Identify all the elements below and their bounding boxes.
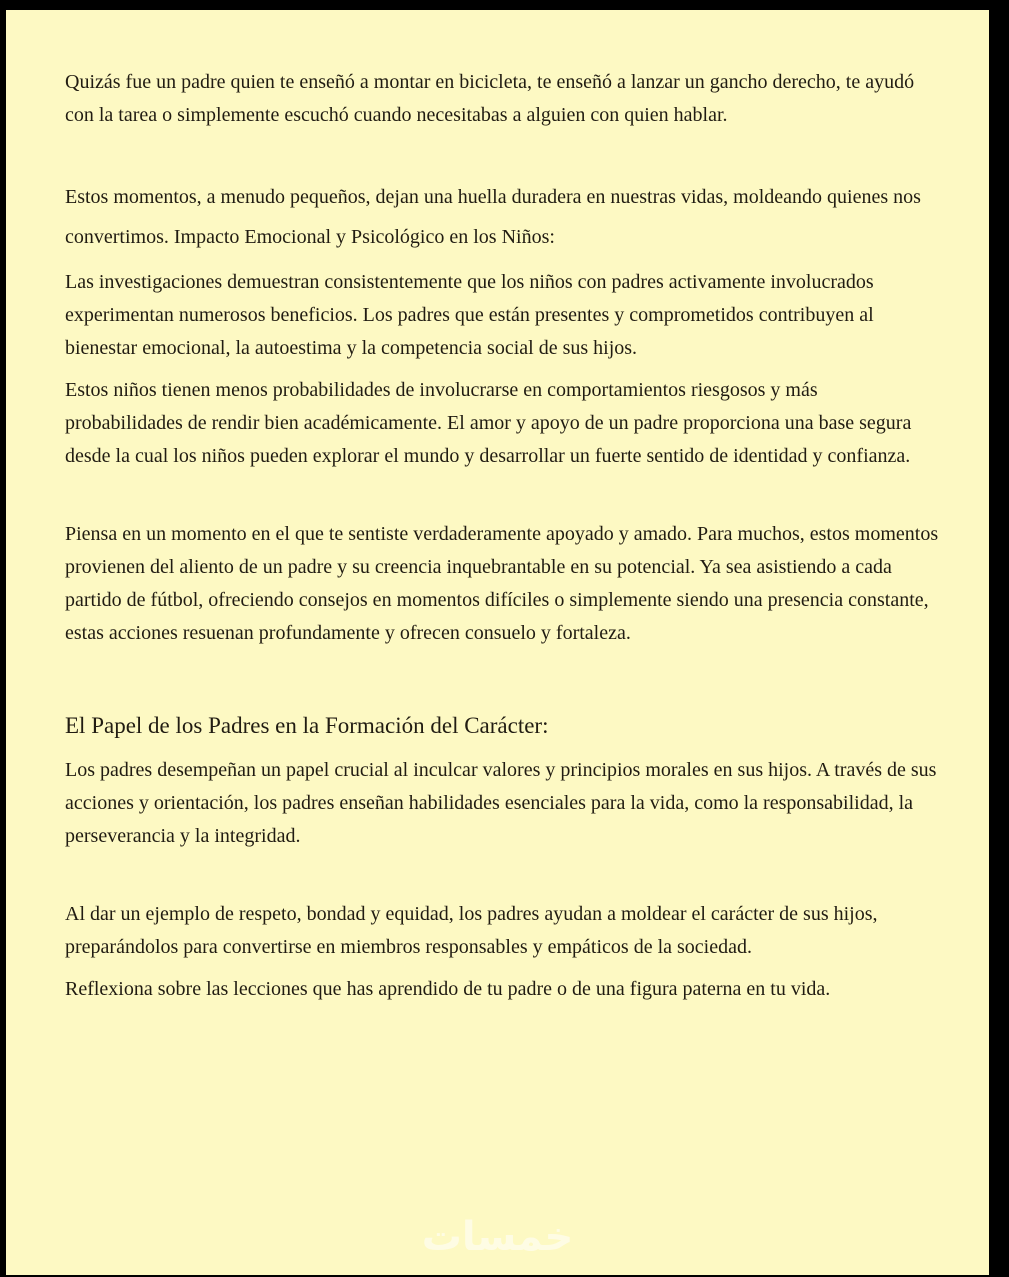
paragraph-reflect-lessons: Reflexiona sobre las lecciones que has aprendido de tu padre o de una figura paterna en tu vida. [65, 978, 831, 1000]
paragraph-benefits: Estos niños tienen menos probabilidades de involucrarse en comportamientos riesgosos y más probabilidades de rendir bien académicamente. El amor y apoyo de un padre proporciona una base segura desde la cual los niños pueden explorar el mundo y desarrollar un fuerte sentido de identidad y confianza. [65, 379, 912, 467]
paragraph-research: Las investigaciones demuestran consistentemente que los niños con padres activamente involucrados experimentan numerosos beneficios. Los padres que están presentes y comprometidos contribuyen al bienestar emocional, la autoestima y la competencia social de sus hijos. [65, 271, 874, 359]
paragraph-values: Los padres desempeñan un papel crucial al inculcar valores y principios morales en sus hijos. A través de sus acciones y orientación, los padres enseñan habilidades esenciales para la vida, como la responsabilidad, la perseverancia y la integridad. [65, 759, 937, 847]
document-body-text [6, 10, 989, 1006]
paragraph-moments: Estos momentos, a menudo pequeños, dejan una huella duradera en nuestras vidas, moldeando quienes nos convertimos. Impacto Emocional y Psicológico en los Niños: [65, 186, 921, 248]
khamsat-watermark-logo: خمسات [421, 1214, 574, 1260]
paragraph-example: Al dar un ejemplo de respeto, bondad y equidad, los padres ayudan a moldear el carácter de sus hijos, preparándolos para convertirse en miembros responsables y empáticos de la sociedad. [65, 903, 878, 958]
paragraph-intro: Quizás fue un padre quien te enseñó a montar en bicicleta, te enseñó a lanzar un gancho derecho, te ayudó con la tarea o simplemente escuchó cuando necesitabas a alguien con quien hablar. [65, 71, 915, 126]
document-page [6, 10, 989, 1275]
paragraph-reflection-support: Piensa en un momento en el que te sentiste verdaderamente apoyado y amado. Para muchos, estos momentos provienen del aliento de un padre y su creencia inquebrantable en su potencial. Ya sea asistiendo a cada partido de fútbol, ofreciendo consejos en momentos difíciles o simplemente siendo una presencia constante, estas acciones resuenan profundamente y ofrecen consuelo y fortaleza. [65, 523, 939, 644]
section-heading-character: El Papel de los Padres en la Formación del Carácter: [65, 713, 549, 738]
